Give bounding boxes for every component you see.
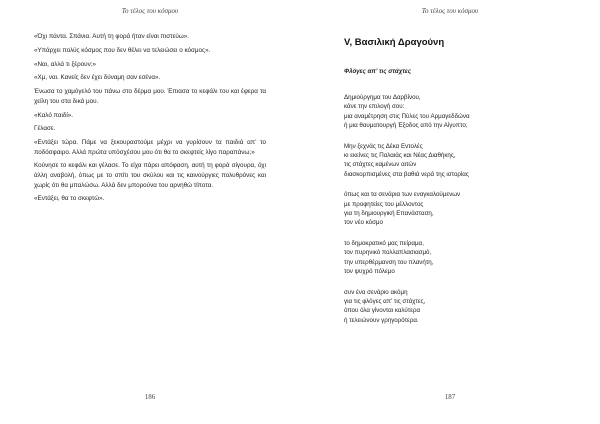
paragraph: Κούνησε το κεφάλι και γέλασε. Το είχα πάρει απόφαση, αυτή τη φορά σίγουρα, όχι άλλη αναβολή, όπως με το σπίτι του σκύλου και τις καινούργιες πολυθρόνες και χωρίς ότι θα μπαλώσω. Αλλά δεν μπορούνα του αρνηθώ τίποτα.	[34, 162, 266, 189]
poem-line: τον πυρηνικό πολλαπλασιασμό,	[344, 249, 432, 257]
poem-line: με προφητείες του μέλλοντος	[344, 200, 424, 208]
page-number-right: 187	[444, 393, 456, 401]
poem-line: Μην ξεχνάς τις Δέκα Εντολές	[344, 142, 423, 150]
running-head-right: Το τέλος του κόσμου	[421, 7, 479, 15]
poem-line: κάνε την επιλογή σου:	[344, 103, 405, 111]
stanza	[344, 93, 574, 131]
poem-line: διασκορπισμένες στα βαθιά νερά της ιστορίας	[344, 170, 469, 178]
poem-line: τον ψυχρό πόλεμο	[344, 268, 395, 276]
poem	[344, 93, 574, 336]
paragraph: «Εντάξει, θα το σκεφτώ».	[34, 195, 105, 203]
poem-line: τις στάχτες καμένων αιτών	[344, 161, 417, 169]
poem-line: συν ένα σενάριο ακόμη	[344, 288, 408, 296]
poem-line: όπου όλα γίνονται καλύτερα	[344, 307, 421, 315]
stanza	[344, 142, 574, 180]
poem-line: Δημιούργημα του Δαρβίνου,	[344, 94, 421, 101]
page-number-left: 186	[144, 393, 156, 401]
stanza	[344, 239, 574, 277]
paragraph: «Εντάξει τώρα. Πάμε να ξεκουραστούμε μέχρι να γυρίσουν τα παιδιά απ’ το ποδόσφαιρο. Αλλά πρώτα υπόσχέσου μου ότι θα το σκεφτείς λίγο παραπάνω;»	[34, 139, 266, 156]
poem-line: για τη δημιουργική Επανάσταση,	[344, 210, 434, 218]
poem-line: τον νέο κόσμο	[344, 219, 383, 227]
running-head-left: Το τέλος του κόσμου	[121, 7, 179, 15]
poem-line: για τις φλόγες απ’ τις στάχτες,	[344, 297, 426, 305]
paragraph: «Υπάρχει πολύς κόσμος που δεν θέλει να τελειώσει ο κόσμος».	[34, 46, 211, 54]
left-page-body	[34, 32, 266, 208]
poem-line: την υπερθέρμανση του πλανήτη,	[344, 258, 434, 266]
paragraph: Ένωσα το χαμόγελό του πάνω στο δέρμα μου. Έπιασα το κεφάλι του και έφερα τα χείλη του στα δικά μου.	[34, 88, 266, 105]
paragraph: «Καλό παιδί».	[34, 111, 74, 119]
poem-line: το δημοκρατικό μας πείραμα,	[344, 239, 424, 247]
poem-title: Φλόγες απ’ τις στάχτες	[344, 68, 412, 75]
right-page	[300, 0, 600, 424]
paragraph: «Χμ, ναι. Κανείς δεν έχει δύναμη σαν εσένα».	[34, 74, 161, 82]
paragraph: «Όχι πάντα. Σπάνια. Αυτή τη φορά ήταν είναι πιστεύω».	[34, 33, 190, 40]
stanza	[344, 288, 574, 326]
poem-line: ή μια θαυματουργή Έξοδος από την Αίγυπτο;	[344, 122, 468, 130]
paragraph: «Ναι, αλλά τι ξέρουν;»	[34, 60, 97, 68]
stanza	[344, 190, 574, 228]
poem-line: κι εκείνες τις Παλαιάς και Νέας Διαθήκης,	[344, 152, 456, 160]
paragraph: Γέλασε.	[34, 125, 56, 133]
poem-line: μια αναμέτρηση στις Πύλες του Αρμαγεδδώνα	[344, 112, 470, 120]
poem-line: όπως και τα σενάρια των εναγκαλούμενων	[344, 191, 461, 199]
poem-line: ή τελειώνουν γρηγορότερα.	[344, 316, 419, 324]
chapter-title: V, Βασιλική Δραγούνη	[344, 37, 445, 48]
